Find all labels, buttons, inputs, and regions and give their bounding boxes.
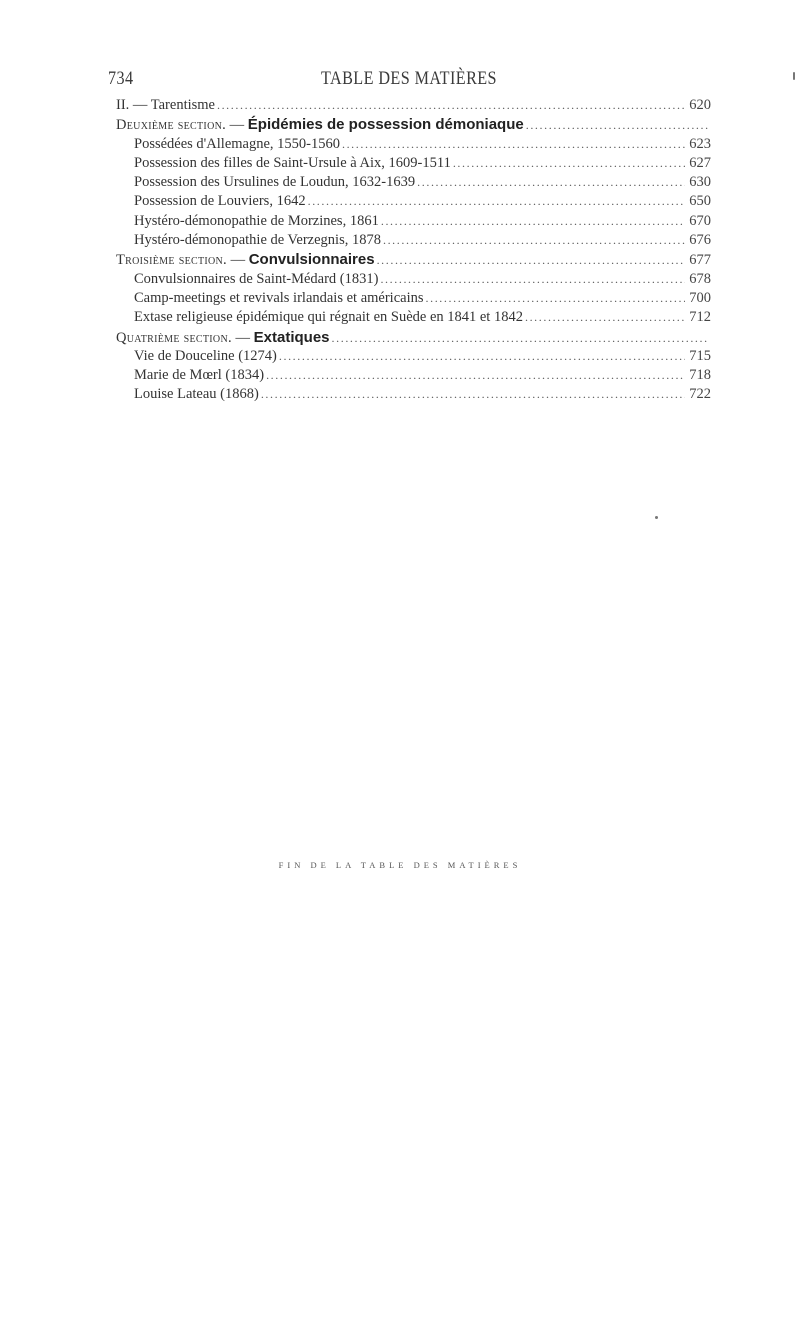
toc-entry-possedees [116, 135, 711, 154]
dot-leader [417, 173, 685, 192]
ink-speck [655, 516, 658, 519]
dot-leader [526, 116, 709, 134]
toc-entry-label: Convulsionnaires de Saint-Médard (1831) [134, 270, 379, 287]
toc-entry-label: Extase religieuse épidémique qui régnait en Suède en 1841 et 1842 [134, 309, 523, 326]
toc-entry-page: 678 [689, 270, 711, 287]
page-number: 734 [108, 68, 134, 89]
toc-entry-label: Hystéro-démonopathie de Morzines, 1861 [134, 212, 379, 229]
toc-entry-saint-medard [116, 270, 711, 289]
dot-leader [381, 212, 685, 231]
section-title: Extatiques [253, 328, 330, 346]
toc-entry-page: 712 [689, 309, 711, 326]
dot-leader [380, 270, 685, 289]
toc-section-heading-3: Troisième section. — Convulsionnaires ..... 677 [116, 250, 711, 269]
toc-entry-label: Possession des Ursulines de Loudun, 1632-1639 [134, 174, 416, 191]
dot-leader [266, 366, 685, 385]
section-prefix: Deuxième section. [116, 117, 227, 134]
dot-leader [308, 192, 685, 211]
toc-entry-page: 627 [689, 154, 711, 171]
dot-leader [342, 135, 685, 154]
toc-entry-morzines [116, 212, 711, 231]
dot-leader [261, 385, 685, 404]
dot-leader [377, 251, 685, 269]
toc-entry-saint-ursule [116, 154, 711, 173]
toc-entry-page: 700 [689, 289, 711, 306]
toc-section-heading-2: Deuxième section. — Épidémies de possession démoniaque ..... [116, 115, 711, 134]
dot-leader [453, 154, 685, 173]
toc-entry-page: 677 [689, 252, 711, 269]
toc-entry-label: II. — Tarentisme [116, 97, 215, 113]
dot-leader [525, 308, 685, 327]
toc-entry-label: Louise Lateau (1868) [134, 386, 259, 403]
toc-entry-page: 630 [689, 174, 711, 191]
toc-entry-page: 623 [689, 135, 711, 152]
toc-entry-louviers [116, 192, 711, 211]
toc-entry-page: 715 [689, 347, 711, 364]
section-title: Convulsionnaires [248, 251, 375, 269]
toc-entry-page: 620 [689, 97, 711, 113]
section-prefix: Quatrième section. [116, 329, 232, 346]
toc-entry-label: Hystéro-démonopathie de Verzegnis, 1878 [134, 232, 381, 249]
dot-leader [279, 347, 685, 366]
toc-entry-camp-meetings [116, 289, 711, 308]
toc-entry-page: 650 [689, 193, 711, 210]
toc-entry-verzegnis [116, 231, 711, 250]
toc-entry-lateau [116, 385, 711, 404]
section-prefix: Troisième section. [116, 252, 227, 269]
dot-leader [217, 96, 685, 115]
dot-leader [383, 231, 685, 250]
running-head [108, 68, 710, 92]
dot-leader [426, 289, 686, 308]
toc-entry-tarentisme [116, 96, 711, 115]
table-of-contents [116, 96, 711, 405]
toc-entry-douceline [116, 347, 711, 366]
toc-entry-moerl [116, 366, 711, 385]
colophon: FIN DE LA TABLE DES MATIÈRES [278, 860, 522, 870]
toc-entry-page: 670 [689, 212, 711, 229]
toc-entry-label: Marie de Mœrl (1834) [134, 367, 265, 384]
ink-speck [793, 72, 795, 80]
toc-entry-label: Possédées d'Allemagne, 1550-1560 [134, 135, 340, 152]
dot-leader [332, 329, 709, 347]
toc-entry-label: Camp-meetings et revivals irlandais et américains [134, 289, 424, 306]
toc-entry-label: Vie de Douceline (1274) [134, 347, 277, 364]
toc-entry-extase [116, 308, 711, 327]
toc-entry-label: Possession de Louviers, 1642 [134, 193, 306, 210]
section-title: Épidémies de possession démoniaque [247, 116, 524, 134]
toc-entry-label: Possession des filles de Saint-Ursule à Aix, 1609-1511 [134, 154, 451, 171]
toc-entry-page: 722 [689, 386, 711, 403]
toc-entry-loudun [116, 173, 711, 192]
running-title: TABLE DES MATIÈRES [321, 68, 497, 89]
toc-entry-page: 718 [689, 367, 711, 384]
toc-section-heading-4: Quatrième section. — Extatiques ..... [116, 328, 711, 347]
toc-entry-page: 676 [689, 232, 711, 249]
